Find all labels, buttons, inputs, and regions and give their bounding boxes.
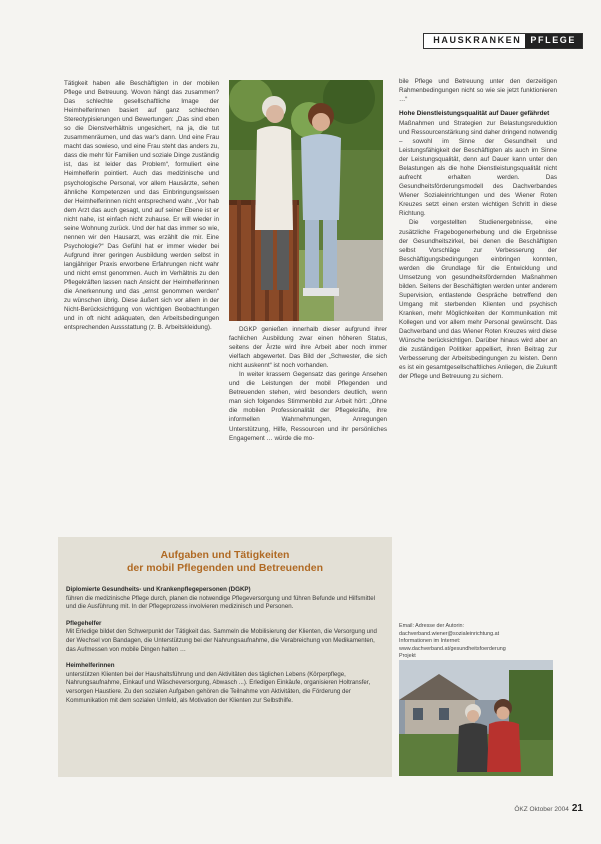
column-2 [229, 325, 387, 443]
header-hauskranken: HAUSKRANKEN [424, 34, 525, 48]
page-number: 21 [571, 803, 583, 814]
column-1 [64, 79, 219, 332]
photo-illustration-2 [399, 660, 553, 776]
column-3-paragraph: Maßnahmen und Strategien zur Belastungsreduktion und Ressourcenstärkung sind daher dringend notwendig – sowohl im Sinne der Gesundheit und Leistungsfähigkeit der Beschäftigten als auch im Sinne der Leistungsqualität, denn auf Dauer kann unter den Belastungen als die hohe Dienstleistungsqualität nicht aufrecht erhalten werden. Das Gesundheitsförderungsmodell des Dachverbandes Wiener Sozialeinrichtungen und des Wiener Roten Kreuzes setzt einen ersten wichtigen Schritt in diese Richtung. [399, 119, 557, 218]
column-3-paragraph: Die vorgestellten Studienergebnisse, eine zusätzliche Fragebogenerhebung und die Ergebnisse der Gesundheitszirkel, bei denen die Beschäftigten selbst Vorschläge zur Verbesserung der Beschäftigungsbedingungen einbringen konnten, werden die Grundlage für die Entwicklung und Umsetzung von gesundheitsfördernden Maßnahmen bilden. Seitens der Beschäftigten werden unter anderem Supervision, entlastende Gespräche betreffend den Umgang mit sterbenden Klienten und psychisch Kranken, mehr Möglichkeiten der Kommunikation mit Kollegen und vor allem mehr Personal gewünscht. Das Dachverband und das Wiener Roten Kreuzes wird diese Wünsche berücksichtigen. Darüber hinaus wird aber an die zuständigen Politiker appelliert, ihren Beitrag zur Verbesserung der Arbeitsbedingungen zu leisten. Denn es ist ein gesamtgesellschaftliches Anliegen, die Zukunft der Pflege und Betreuung zu sichern. [399, 219, 557, 381]
photo-caregiver-with-client [399, 660, 553, 776]
column-3-intro: bile Pflege und Betreuung unter den derzeitigen Rahmenbedingungen nicht so wie sie jetzt funktionieren …“ [399, 78, 557, 104]
photo-nurse-with-elderly-woman [229, 80, 383, 321]
column-2-paragraph: In weiter krassem Gegensatz das geringe Ansehen und die Leistungen der mobil Pflegenden und Betreuenden stehen, wird besonders deutlich, wenn man sich folgendes Stimmenbild zur Arbeit hört: „Ohne die mobilen Professionalität der Pflegekräfte, ihre informellen Wahrnehmungen, Anregungen Unterstützung, Hilfe, Ressourcen und ihr persönliches Engagement … würde die mo- [229, 371, 387, 442]
column-2-paragraph: DGKP genießen innerhalb dieser aufgrund ihrer fachlichen Ausbildung zwar einen höheren Status, seitens der Ärzte wird ihre Arbeit aber noch immer vielfach abgewertet. Das Bild der „Schwester, die sich nicht auskennt“ ist noch vorhanden. [229, 326, 387, 370]
contact-line: Email: Adresse der Autorin: [399, 623, 465, 629]
info-box-text-heimhelferinnen: unterstützen Klienten bei der Haushaltsführung und den Aktivitäten des täglichen Lebens (Körperpflege, Nahrungsaufnahme, Einkauf und Wäscheversorgung, Abwasch ...). Erledigen Einkäufe, organisieren Holtransfer, versorgen Haustiere. Zu den sozialen Aufgaben gehören die Teilnahme von Aktivitäten, die Förderung der Kommunikation mit dem sozialen Umfeld, als Motivation der Klienten zur Selbsthilfe. [66, 670, 371, 704]
info-box [58, 537, 392, 777]
author-contact [399, 623, 557, 661]
column-3 [399, 77, 557, 381]
subheading: Hohe Dienstleistungsqualität auf Dauer gefährdet [399, 110, 550, 118]
contact-line: Projekt [399, 653, 416, 660]
info-box-title: Aufgaben und Tätigkeiten [160, 549, 290, 561]
contact-line: dachverband.wiener@sozialeinrichtung.at [399, 630, 500, 637]
footer-label: ÖKZ Oktober 2004 [514, 806, 569, 813]
photo-illustration [229, 80, 383, 321]
info-box-body [66, 582, 384, 705]
info-box-heading-heimhelferinnen: Heimhelferinnen [66, 662, 115, 670]
column-1-text: Tätigkeit haben alle Beschäftigten in der mobilen Pflege und Betreuung. Wovon hängt das zusammen? Das schlechte gesellschaftliche Image der Heimhelferinnen basiert auf ganz schlechten Stereotypisierungen und Bewertungen: „Das sind eben so die Dienstverhältnis ungesichert, na ja, die tut zusammenräumen, und das war's dann. Und eine Frau macht das sowieso, und eine Frau steht das anders zu, dass die mehr für Familien und soziale Dinge zuständig ist, das ist leider das Problem“, formuliert eine Heimhelferin pointiert. Auch das medizinische und psychologische Personal, vor allem Hausärzte, sehen ähnliche Kompetenzen und das Einbringungswissen der Heimhelferinnen nicht entsprechend wahr. „Vor hab dem Arzt das auch gesagt, und auf seiner Ebene ist er nicht nahe, ist einfach nicht zuhause. Er will wieder in seine Wohnung zurück. Und der hat das immer so wie, nennen wir den Hausarzt, was erzählt die mir. Eine Psychologie?“ Das Gefühl hat er immer wieder bei Aufgrund ihrer geringen Ausbildung werden selbst in langjähriger Praxis erworbene Erfahrungen nicht wahr und nicht ernst genommen. Auch im Verhältnis zu den Pflegekräften lassen nach Ansicht der Heimhelferinnen die Anerkennung und das „ernst genommen werden“ zu wünschen übrig. Diese äußert sich vor allem in der Nicht-Berücksichtigung von wichtigen Beobachtungen und in oft nicht adäquaten, den Arbeitsbedingungen entsprechenden Aussstattung (z. B. Arbeitskleidung). [64, 80, 219, 332]
header-pflege: PFLEGE [525, 34, 582, 48]
info-box-text-pflegehelfer: Mit Erledige bildet den Schwerpunkt der Tätigkeit das. Sammeln die Mobilisierung der Klienten, die Versorgung und der Wechsel von Bandagen, die Unterstützung bei der Nahrungsaufnahme, die Verabreichung von Medikamenten, das Aufmessen von mobile Dingen halten … [66, 628, 377, 653]
info-box-text-dgkp: führen die medizinische Pflege durch, planen die notwendige Pflegeversorgung und führen Befunde und Hilfsmittel und die Ausführung mit. In der Pflegeprozess involvieren medizinisch und Personen. [66, 594, 375, 611]
page-footer [514, 803, 583, 814]
info-box-heading-pflegehelfer: Pflegehelfer [66, 619, 102, 627]
info-box-subtitle: der mobil Pflegenden und Betreuenden [126, 562, 324, 574]
contact-line: Informationen im Internet: www.dachverband.at/gesundheitsfoerderung [399, 638, 506, 652]
section-header [423, 33, 583, 49]
info-box-heading-dgkp: Diplomierte Gesundheits- und Krankenpflegepersonen (DGKP) [66, 586, 251, 593]
